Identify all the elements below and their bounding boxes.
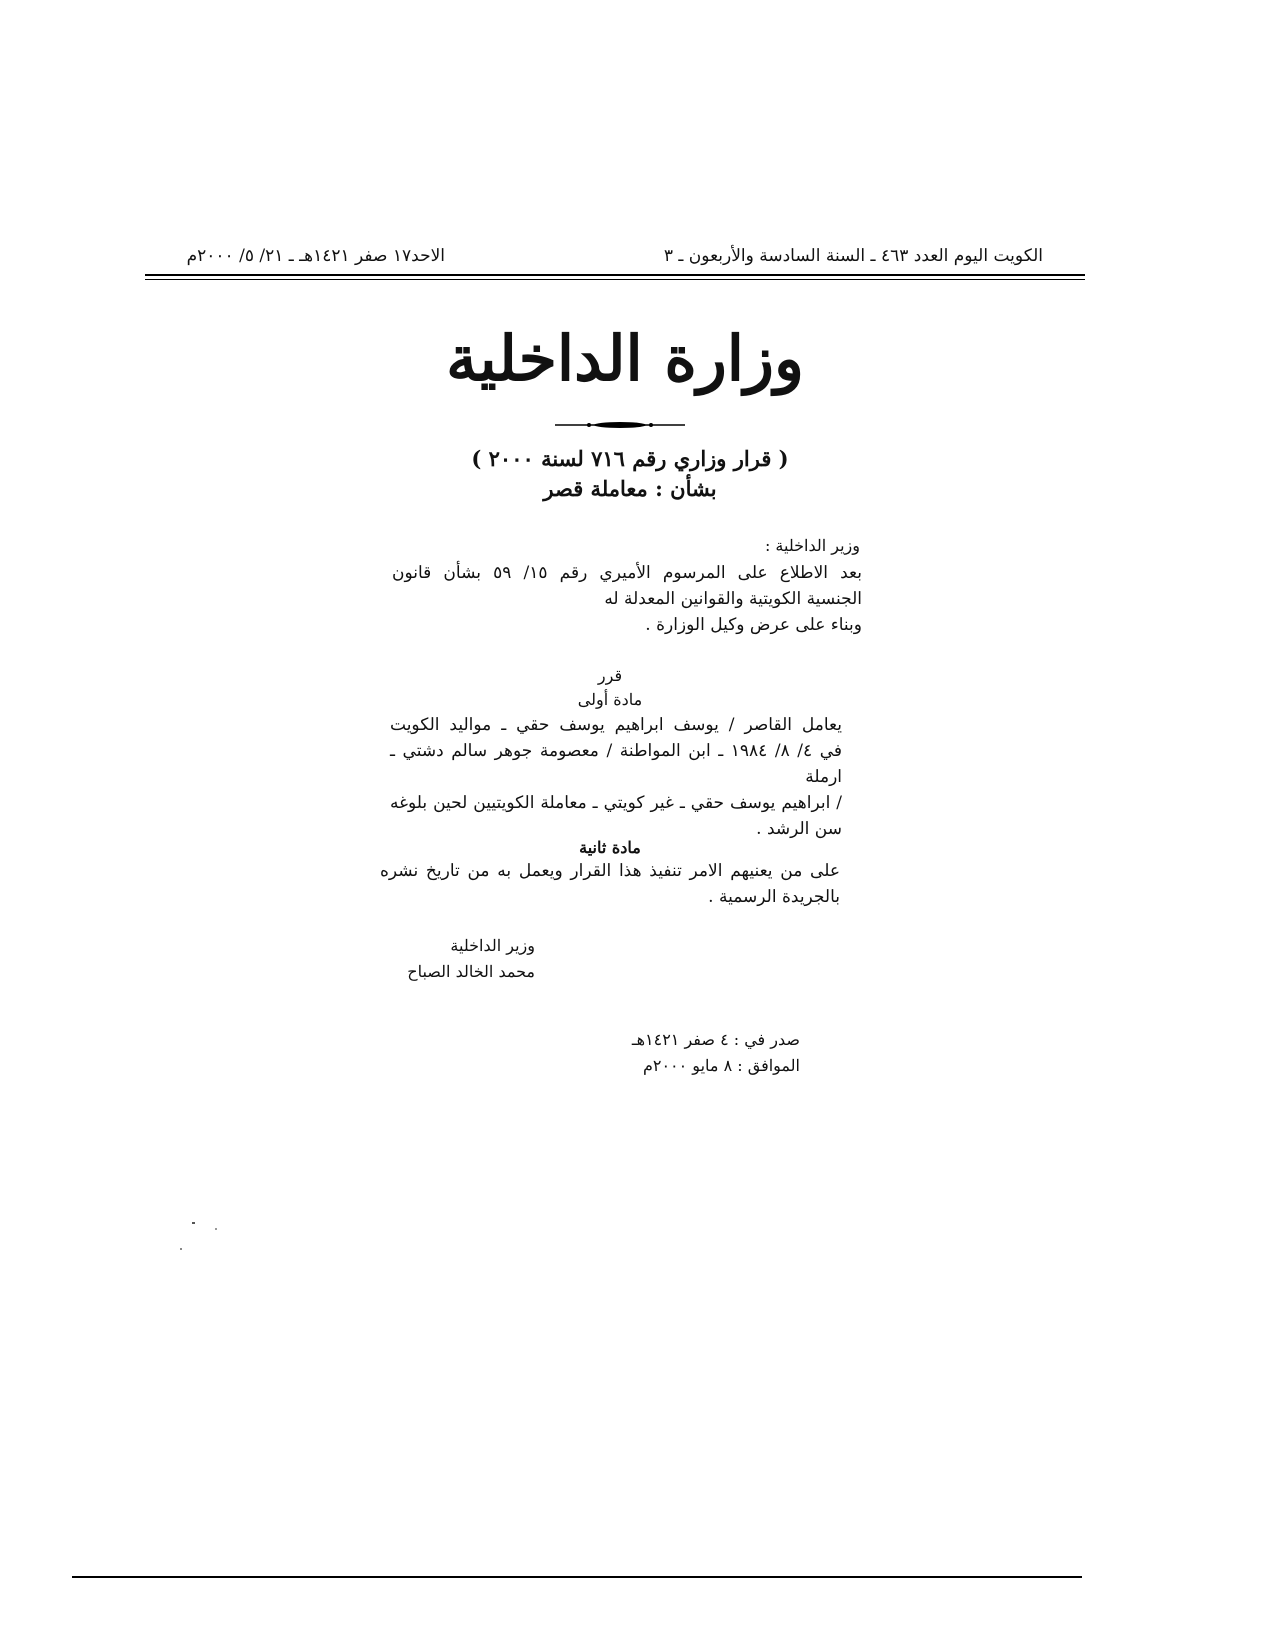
decree-title: ( قرار وزاري رقم ٧١٦ لسنة ٢٠٠٠ )	[471, 446, 789, 471]
issue-info: الكويت اليوم العدد ٤٦٣ ـ السنة السادسة والأربعون ـ ٣	[663, 246, 1043, 266]
article-1-text	[390, 712, 842, 842]
article-2-heading: مادة ثانية	[579, 838, 641, 857]
scan-speck	[180, 1248, 182, 1250]
ministry-masthead	[440, 310, 810, 430]
masthead-text: وزارة الداخلية	[446, 322, 804, 395]
ornament-divider-icon	[555, 418, 685, 432]
signatory-name: محمد الخالد الصباح	[407, 962, 535, 981]
decided-heading: قرر	[597, 666, 623, 685]
article-line: سن الرشد .	[756, 819, 842, 839]
footer-rule	[72, 1576, 1082, 1578]
preamble-text	[392, 560, 862, 638]
scan-speck	[215, 1228, 217, 1230]
scan-speck	[192, 1222, 195, 1224]
header-rule	[145, 274, 1085, 276]
article-2-text	[380, 858, 840, 910]
article-line: / ابراهيم يوسف حقي ـ غير كويتي ـ معاملة الكويتيين لحين بلوغه	[390, 793, 842, 813]
preamble-heading: وزير الداخلية :	[764, 536, 860, 555]
article-line: على من يعنيهم الامر تنفيذ هذا القرار ويعمل به من تاريخ نشره	[380, 861, 840, 881]
header-rule-thin	[145, 279, 1085, 280]
article-line: يعامل القاصر / يوسف ابراهيم يوسف حقي ـ مواليد الكويت	[390, 715, 842, 735]
article-line: في ٤/ ٨/ ١٩٨٤ ـ ابن المواطنة / معصومة جوهر سالم دشتي ـ ارملة	[390, 741, 842, 787]
issued-date-hijri: صدر في : ٤ صفر ١٤٢١هـ	[631, 1030, 800, 1049]
preamble-line: الجنسية الكويتية والقوانين المعدلة له	[604, 589, 862, 609]
preamble-line: وبناء على عرض وكيل الوزارة .	[645, 615, 862, 635]
article-1-heading: مادة أولى	[577, 690, 643, 709]
issued-date-gregorian: الموافق : ٨ مايو ٢٠٠٠م	[642, 1056, 800, 1075]
preamble-line: بعد الاطلاع على المرسوم الأميري رقم ١٥/ ٥٩ بشأن قانون	[392, 563, 862, 583]
issue-date: الاحد١٧ صفر ١٤٢١هـ ـ ٢١/ ٥/ ٢٠٠٠م	[186, 246, 445, 266]
article-line: بالجريدة الرسمية .	[708, 887, 840, 907]
signatory-title: وزير الداخلية	[450, 936, 535, 955]
decree-subject: بشأن : معاملة قصر	[543, 476, 717, 501]
